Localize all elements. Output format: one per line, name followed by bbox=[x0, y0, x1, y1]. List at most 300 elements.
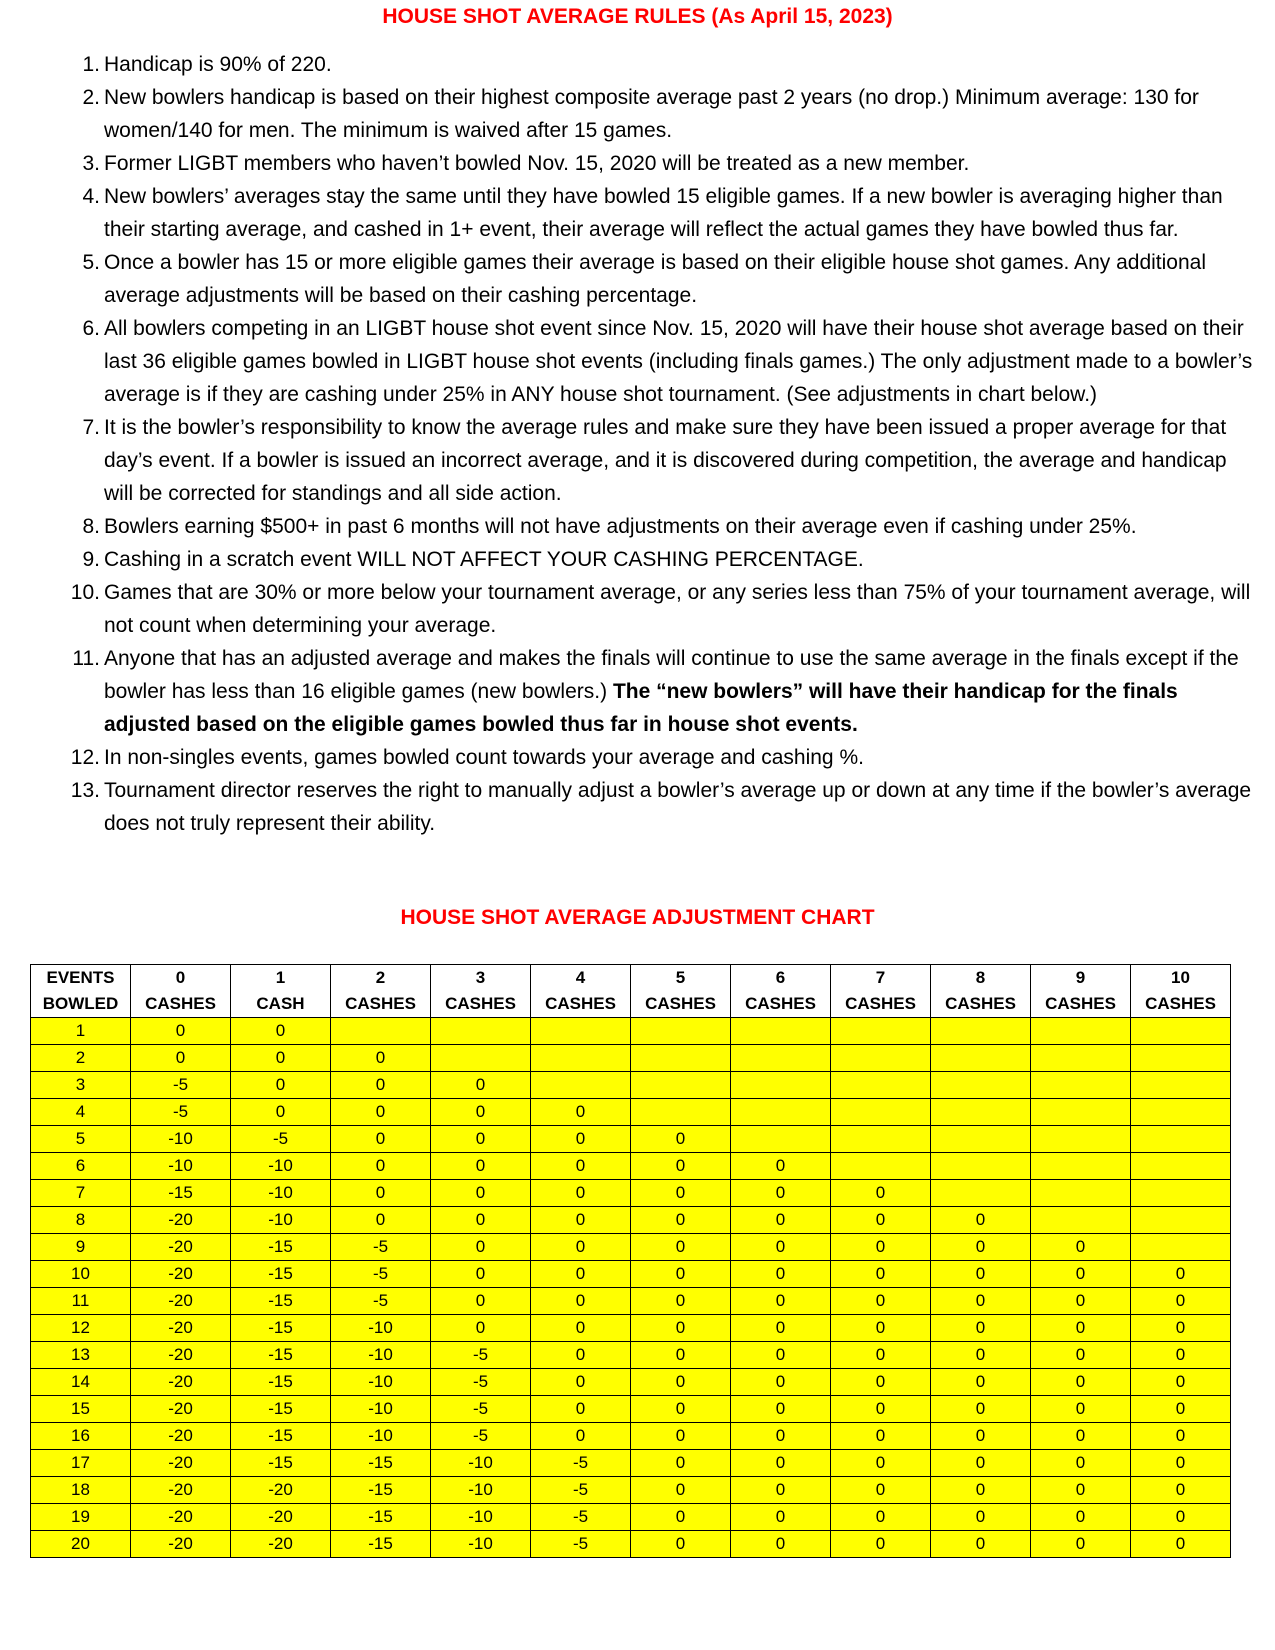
adjustment-cell: 0 bbox=[931, 1477, 1031, 1504]
chart-title: HOUSE SHOT AVERAGE ADJUSTMENT CHART bbox=[400, 906, 875, 929]
adjustment-cell: 0 bbox=[531, 1099, 631, 1126]
column-header: 1 bbox=[231, 965, 331, 992]
rule-number: 7. bbox=[82, 416, 100, 439]
rule-number: 12. bbox=[70, 746, 100, 769]
adjustment-cell bbox=[1031, 1045, 1131, 1072]
adjustment-cell: 0 bbox=[931, 1450, 1031, 1477]
rule-number: 4. bbox=[82, 185, 100, 208]
adjustment-cell: 0 bbox=[531, 1315, 631, 1342]
adjustment-cell: 0 bbox=[331, 1045, 431, 1072]
adjustment-cell: 0 bbox=[231, 1099, 331, 1126]
events-bowled-cell: 13 bbox=[31, 1342, 131, 1369]
rule-number: 1. bbox=[82, 53, 100, 76]
adjustment-cell bbox=[431, 1018, 531, 1045]
adjustment-cell: 0 bbox=[631, 1153, 731, 1180]
adjustment-cell bbox=[1131, 1018, 1231, 1045]
table-header-row bbox=[31, 965, 1231, 992]
adjustment-cell: 0 bbox=[1131, 1288, 1231, 1315]
adjustment-cell: -20 bbox=[131, 1234, 231, 1261]
adjustment-cell: 0 bbox=[331, 1207, 431, 1234]
adjustment-cell: -20 bbox=[131, 1504, 231, 1531]
adjustment-cell bbox=[631, 1045, 731, 1072]
adjustment-cell: 0 bbox=[431, 1288, 531, 1315]
adjustment-cell: 0 bbox=[431, 1234, 531, 1261]
column-header: CASH bbox=[231, 991, 331, 1018]
adjustment-cell: 0 bbox=[731, 1153, 831, 1180]
column-header: CASHES bbox=[131, 991, 231, 1018]
events-bowled-cell: 2 bbox=[31, 1045, 131, 1072]
events-bowled-cell: 3 bbox=[31, 1072, 131, 1099]
column-header: CASHES bbox=[331, 991, 431, 1018]
adjustment-cell: -5 bbox=[531, 1450, 631, 1477]
adjustment-cell: 0 bbox=[931, 1207, 1031, 1234]
table-row bbox=[31, 1342, 1231, 1369]
adjustment-cell: -10 bbox=[431, 1450, 531, 1477]
rule-item bbox=[70, 741, 1254, 774]
adjustment-cell: 0 bbox=[1131, 1504, 1231, 1531]
rule-item bbox=[82, 147, 1254, 180]
events-bowled-cell: 6 bbox=[31, 1153, 131, 1180]
column-header: BOWLED bbox=[31, 991, 131, 1018]
adjustment-cell: 0 bbox=[531, 1288, 631, 1315]
adjustment-cell: -10 bbox=[231, 1207, 331, 1234]
adjustment-cell: 0 bbox=[831, 1234, 931, 1261]
adjustment-cell: 0 bbox=[731, 1342, 831, 1369]
events-bowled-cell: 10 bbox=[31, 1261, 131, 1288]
adjustment-cell: 0 bbox=[631, 1261, 731, 1288]
column-header: 4 bbox=[531, 965, 631, 992]
table-row bbox=[31, 1045, 1231, 1072]
adjustment-cell: 0 bbox=[931, 1369, 1031, 1396]
adjustment-cell bbox=[731, 1072, 831, 1099]
adjustment-cell: 0 bbox=[531, 1234, 631, 1261]
table-row bbox=[31, 1288, 1231, 1315]
table-row bbox=[31, 1477, 1231, 1504]
adjustment-cell: 0 bbox=[531, 1261, 631, 1288]
adjustment-cell: 0 bbox=[731, 1207, 831, 1234]
adjustment-cell bbox=[1031, 1126, 1131, 1153]
adjustment-cell: -15 bbox=[231, 1396, 331, 1423]
adjustment-cell: 0 bbox=[431, 1126, 531, 1153]
adjustment-cell bbox=[1131, 1072, 1231, 1099]
adjustment-cell: 0 bbox=[631, 1477, 731, 1504]
column-header: 10 bbox=[1131, 965, 1231, 992]
events-bowled-cell: 1 bbox=[31, 1018, 131, 1045]
adjustment-cell: -20 bbox=[231, 1504, 331, 1531]
adjustment-cell: 0 bbox=[431, 1261, 531, 1288]
adjustment-cell: -20 bbox=[131, 1207, 231, 1234]
rule-number: 13. bbox=[70, 779, 100, 802]
table-header-row bbox=[31, 991, 1231, 1018]
adjustment-cell: 0 bbox=[631, 1342, 731, 1369]
adjustment-cell: 0 bbox=[731, 1477, 831, 1504]
adjustment-cell: -15 bbox=[331, 1531, 431, 1558]
adjustment-cell: -15 bbox=[231, 1261, 331, 1288]
adjustment-cell: -15 bbox=[331, 1477, 431, 1504]
adjustment-cell bbox=[931, 1126, 1031, 1153]
table-row bbox=[31, 1450, 1231, 1477]
adjustment-cell: 0 bbox=[631, 1234, 731, 1261]
adjustment-cell: 0 bbox=[831, 1180, 931, 1207]
rule-item bbox=[70, 774, 1254, 840]
adjustment-cell: 0 bbox=[731, 1369, 831, 1396]
adjustment-cell: -20 bbox=[131, 1423, 231, 1450]
adjustment-cell: 0 bbox=[431, 1099, 531, 1126]
adjustment-cell bbox=[831, 1045, 931, 1072]
adjustment-cell bbox=[1031, 1072, 1131, 1099]
adjustment-cell: 0 bbox=[831, 1369, 931, 1396]
adjustment-cell: 0 bbox=[831, 1261, 931, 1288]
adjustment-cell: 0 bbox=[931, 1504, 1031, 1531]
adjustment-cell: 0 bbox=[631, 1288, 731, 1315]
page-title: HOUSE SHOT AVERAGE RULES (As April 15, 2023) bbox=[382, 5, 893, 28]
adjustment-cell: 0 bbox=[1031, 1315, 1131, 1342]
adjustment-cell: 0 bbox=[631, 1369, 731, 1396]
table-row bbox=[31, 1369, 1231, 1396]
adjustment-cell: -15 bbox=[231, 1234, 331, 1261]
events-bowled-cell: 4 bbox=[31, 1099, 131, 1126]
adjustment-cell bbox=[731, 1126, 831, 1153]
rule-text: Handicap is 90% of 220. bbox=[104, 53, 332, 76]
adjustment-cell bbox=[1031, 1153, 1131, 1180]
table-row bbox=[31, 1072, 1231, 1099]
adjustment-cell: 0 bbox=[631, 1450, 731, 1477]
adjustment-cell: 0 bbox=[731, 1423, 831, 1450]
adjustment-cell: 0 bbox=[731, 1504, 831, 1531]
adjustment-cell: 0 bbox=[531, 1396, 631, 1423]
adjustment-cell: -15 bbox=[231, 1369, 331, 1396]
adjustment-cell: -10 bbox=[431, 1504, 531, 1531]
adjustment-cell bbox=[731, 1045, 831, 1072]
rule-number: 9. bbox=[82, 548, 100, 571]
adjustment-cell: -20 bbox=[131, 1261, 231, 1288]
adjustment-cell: -5 bbox=[331, 1261, 431, 1288]
adjustment-cell bbox=[731, 1018, 831, 1045]
adjustment-cell: -15 bbox=[231, 1288, 331, 1315]
column-header: 5 bbox=[631, 965, 731, 992]
adjustment-cell: 0 bbox=[831, 1531, 931, 1558]
rule-text: Once a bowler has 15 or more eligible games their average is based on their eligible house shot games. Any additional average adjustments will be based on their cashing percentage. bbox=[104, 251, 1206, 307]
adjustment-cell: 0 bbox=[631, 1207, 731, 1234]
adjustment-cell: 0 bbox=[931, 1261, 1031, 1288]
rule-text: In non-singles events, games bowled count towards your average and cashing %. bbox=[104, 746, 864, 769]
adjustment-cell: -5 bbox=[431, 1396, 531, 1423]
adjustment-cell: 0 bbox=[431, 1207, 531, 1234]
rule-item bbox=[82, 81, 1254, 147]
adjustment-cell bbox=[631, 1018, 731, 1045]
adjustment-cell: 0 bbox=[631, 1423, 731, 1450]
adjustment-cell bbox=[1131, 1234, 1231, 1261]
rule-text: Cashing in a scratch event WILL NOT AFFECT YOUR CASHING PERCENTAGE. bbox=[104, 548, 864, 571]
adjustment-cell: -20 bbox=[131, 1396, 231, 1423]
column-header: 8 bbox=[931, 965, 1031, 992]
adjustment-cell bbox=[531, 1045, 631, 1072]
adjustment-cell: 0 bbox=[631, 1126, 731, 1153]
adjustment-cell: 0 bbox=[831, 1207, 931, 1234]
adjustment-cell: 0 bbox=[231, 1018, 331, 1045]
adjustment-cell: -5 bbox=[131, 1099, 231, 1126]
adjustment-cell: 0 bbox=[531, 1126, 631, 1153]
adjustment-cell bbox=[1131, 1207, 1231, 1234]
adjustment-cell: 0 bbox=[231, 1072, 331, 1099]
adjustment-cell: 0 bbox=[1031, 1288, 1131, 1315]
rule-text: Tournament director reserves the right to manually adjust a bowler’s average up or down at any time if the bowler’s average does not truly represent their ability. bbox=[104, 779, 1252, 835]
rule-text: All bowlers competing in an LIGBT house shot event since Nov. 15, 2020 will have their house shot average based on their last 36 eligible games bowled in LIGBT house shot events (including finals games.) The only adjustment made to a bowler’s average is if they are cashing under 25% in ANY house shot tournament. (See adjustments in chart below.) bbox=[104, 317, 1253, 406]
adjustment-cell bbox=[931, 1180, 1031, 1207]
events-bowled-cell: 17 bbox=[31, 1450, 131, 1477]
events-bowled-cell: 19 bbox=[31, 1504, 131, 1531]
column-header: 9 bbox=[1031, 965, 1131, 992]
adjustment-cell: -20 bbox=[131, 1288, 231, 1315]
adjustment-cell: 0 bbox=[431, 1315, 531, 1342]
events-bowled-cell: 5 bbox=[31, 1126, 131, 1153]
adjustment-cell: 0 bbox=[831, 1315, 931, 1342]
column-header: 0 bbox=[131, 965, 231, 992]
table-row bbox=[31, 1504, 1231, 1531]
table-row bbox=[31, 1099, 1231, 1126]
adjustment-cell: 0 bbox=[631, 1180, 731, 1207]
adjustment-cell: -10 bbox=[431, 1531, 531, 1558]
adjustment-cell: -10 bbox=[331, 1315, 431, 1342]
adjustment-cell: -5 bbox=[331, 1234, 431, 1261]
adjustment-cell bbox=[431, 1045, 531, 1072]
adjustment-cell: 0 bbox=[931, 1531, 1031, 1558]
column-header: 7 bbox=[831, 965, 931, 992]
adjustment-cell: -20 bbox=[131, 1450, 231, 1477]
adjustment-cell bbox=[831, 1153, 931, 1180]
adjustment-cell: 0 bbox=[331, 1153, 431, 1180]
adjustment-cell: 0 bbox=[431, 1180, 531, 1207]
adjustment-table bbox=[30, 964, 1231, 1558]
adjustment-cell: 0 bbox=[831, 1288, 931, 1315]
events-bowled-cell: 20 bbox=[31, 1531, 131, 1558]
adjustment-cell: 0 bbox=[1031, 1504, 1131, 1531]
events-bowled-cell: 16 bbox=[31, 1423, 131, 1450]
adjustment-cell bbox=[831, 1018, 931, 1045]
adjustment-cell: -20 bbox=[131, 1315, 231, 1342]
adjustment-cell: 0 bbox=[431, 1072, 531, 1099]
adjustment-cell: -5 bbox=[231, 1126, 331, 1153]
adjustment-cell bbox=[1031, 1180, 1131, 1207]
adjustment-cell bbox=[1031, 1207, 1131, 1234]
adjustment-cell: -5 bbox=[531, 1531, 631, 1558]
adjustment-cell: 0 bbox=[131, 1045, 231, 1072]
adjustment-cell bbox=[931, 1072, 1031, 1099]
adjustment-cell: 0 bbox=[1131, 1342, 1231, 1369]
adjustment-cell: 0 bbox=[1131, 1261, 1231, 1288]
adjustment-cell: 0 bbox=[1031, 1369, 1131, 1396]
adjustment-cell bbox=[1031, 1018, 1131, 1045]
adjustment-cell: -15 bbox=[331, 1450, 431, 1477]
column-header: CASHES bbox=[931, 991, 1031, 1018]
table-row bbox=[31, 1180, 1231, 1207]
adjustment-cell: 0 bbox=[731, 1288, 831, 1315]
table-row bbox=[31, 1423, 1231, 1450]
adjustment-cell: -5 bbox=[131, 1072, 231, 1099]
rule-number: 6. bbox=[82, 317, 100, 340]
adjustment-cell: 0 bbox=[531, 1423, 631, 1450]
adjustment-cell bbox=[1131, 1180, 1231, 1207]
adjustment-cell: -20 bbox=[131, 1342, 231, 1369]
adjustment-cell: -5 bbox=[531, 1477, 631, 1504]
adjustment-cell: -20 bbox=[231, 1531, 331, 1558]
adjustment-cell: 0 bbox=[331, 1180, 431, 1207]
adjustment-cell: 0 bbox=[531, 1342, 631, 1369]
rule-number: 11. bbox=[72, 647, 100, 670]
adjustment-cell: 0 bbox=[931, 1396, 1031, 1423]
table-row bbox=[31, 1126, 1231, 1153]
adjustment-cell: 0 bbox=[1031, 1477, 1131, 1504]
table-row bbox=[31, 1531, 1231, 1558]
adjustment-cell: 0 bbox=[1131, 1477, 1231, 1504]
adjustment-cell: 0 bbox=[1031, 1531, 1131, 1558]
adjustment-cell: -15 bbox=[231, 1450, 331, 1477]
adjustment-cell bbox=[631, 1072, 731, 1099]
adjustment-cell: 0 bbox=[731, 1180, 831, 1207]
table-row bbox=[31, 1315, 1231, 1342]
adjustment-cell: 0 bbox=[631, 1504, 731, 1531]
column-header: CASHES bbox=[431, 991, 531, 1018]
adjustment-cell: -15 bbox=[131, 1180, 231, 1207]
events-bowled-cell: 18 bbox=[31, 1477, 131, 1504]
column-header: CASHES bbox=[1031, 991, 1131, 1018]
rule-item bbox=[82, 246, 1254, 312]
adjustment-cell: 0 bbox=[1031, 1342, 1131, 1369]
rule-item bbox=[82, 543, 1254, 576]
adjustment-cell bbox=[1131, 1153, 1231, 1180]
adjustment-cell: 0 bbox=[831, 1504, 931, 1531]
adjustment-cell bbox=[531, 1018, 631, 1045]
rule-item bbox=[82, 48, 1254, 81]
adjustment-cell: 0 bbox=[1031, 1234, 1131, 1261]
adjustment-cell: 0 bbox=[931, 1288, 1031, 1315]
events-bowled-cell: 15 bbox=[31, 1396, 131, 1423]
adjustment-cell: 0 bbox=[731, 1261, 831, 1288]
events-bowled-cell: 12 bbox=[31, 1315, 131, 1342]
rules-list bbox=[70, 48, 1254, 840]
adjustment-cell: -10 bbox=[131, 1126, 231, 1153]
adjustment-cell: 0 bbox=[931, 1342, 1031, 1369]
adjustment-cell bbox=[731, 1099, 831, 1126]
adjustment-cell: 0 bbox=[731, 1315, 831, 1342]
adjustment-cell: 0 bbox=[1031, 1450, 1131, 1477]
adjustment-cell: -20 bbox=[131, 1477, 231, 1504]
rule-number: 5. bbox=[82, 251, 100, 274]
adjustment-cell: 0 bbox=[231, 1045, 331, 1072]
rule-text: New bowlers handicap is based on their highest composite average past 2 years (no drop.) Minimum average: 130 for women/140 for men. The minimum is waived after 15 games. bbox=[104, 86, 1199, 142]
table-row bbox=[31, 1018, 1231, 1045]
adjustment-cell bbox=[1131, 1045, 1231, 1072]
column-header: CASHES bbox=[1131, 991, 1231, 1018]
events-bowled-cell: 14 bbox=[31, 1369, 131, 1396]
adjustment-cell: -10 bbox=[331, 1396, 431, 1423]
adjustment-cell: 0 bbox=[1031, 1396, 1131, 1423]
adjustment-cell: 0 bbox=[531, 1369, 631, 1396]
rule-item bbox=[82, 510, 1254, 543]
events-bowled-cell: 7 bbox=[31, 1180, 131, 1207]
rule-number: 10. bbox=[70, 581, 100, 604]
rule-item bbox=[72, 642, 1254, 741]
adjustment-cell: 0 bbox=[1131, 1315, 1231, 1342]
adjustment-cell: 0 bbox=[1131, 1423, 1231, 1450]
adjustment-cell: 0 bbox=[331, 1126, 431, 1153]
adjustment-cell: 0 bbox=[831, 1342, 931, 1369]
rule-bold-text: The “new bowlers” will have their handicap for the finals adjusted based on the eligible games bowled thus far in house shot events. bbox=[104, 680, 1178, 736]
rule-item bbox=[82, 312, 1254, 411]
adjustment-cell: -10 bbox=[431, 1477, 531, 1504]
rule-text: Former LIGBT members who haven’t bowled Nov. 15, 2020 will be treated as a new member. bbox=[104, 152, 970, 175]
column-header: CASHES bbox=[631, 991, 731, 1018]
adjustment-cell: -10 bbox=[231, 1180, 331, 1207]
adjustment-cell: 0 bbox=[931, 1234, 1031, 1261]
rule-number: 8. bbox=[82, 515, 100, 538]
adjustment-cell: 0 bbox=[531, 1180, 631, 1207]
rule-text: It is the bowler’s responsibility to know the average rules and make sure they have been issued a proper average for that day’s event. If a bowler is issued an incorrect average, and it is discovered during competition, the average and handicap will be corrected for standings and all side action. bbox=[104, 416, 1227, 505]
adjustment-cell: -15 bbox=[231, 1342, 331, 1369]
adjustment-cell: 0 bbox=[1131, 1396, 1231, 1423]
table-row bbox=[31, 1261, 1231, 1288]
adjustment-cell: 0 bbox=[1031, 1423, 1131, 1450]
adjustment-cell: 0 bbox=[831, 1450, 931, 1477]
adjustment-cell: 0 bbox=[631, 1315, 731, 1342]
adjustment-cell: 0 bbox=[731, 1531, 831, 1558]
adjustment-cell: -5 bbox=[431, 1369, 531, 1396]
rule-item bbox=[82, 411, 1254, 510]
adjustment-cell: -10 bbox=[331, 1342, 431, 1369]
adjustment-cell: 0 bbox=[331, 1072, 431, 1099]
column-header: CASHES bbox=[831, 991, 931, 1018]
adjustment-cell bbox=[931, 1045, 1031, 1072]
column-header: 2 bbox=[331, 965, 431, 992]
adjustment-cell bbox=[531, 1072, 631, 1099]
column-header: CASHES bbox=[531, 991, 631, 1018]
adjustment-cell: -5 bbox=[431, 1423, 531, 1450]
adjustment-cell: 0 bbox=[931, 1315, 1031, 1342]
rule-item bbox=[82, 180, 1254, 246]
events-bowled-cell: 8 bbox=[31, 1207, 131, 1234]
adjustment-cell: 0 bbox=[531, 1153, 631, 1180]
adjustment-cell: 0 bbox=[731, 1396, 831, 1423]
adjustment-cell: 0 bbox=[631, 1396, 731, 1423]
events-bowled-cell: 11 bbox=[31, 1288, 131, 1315]
rule-number: 3. bbox=[82, 152, 100, 175]
adjustment-cell: -15 bbox=[331, 1504, 431, 1531]
adjustment-cell bbox=[931, 1018, 1031, 1045]
adjustment-cell bbox=[631, 1099, 731, 1126]
table-row bbox=[31, 1153, 1231, 1180]
adjustment-cell: 0 bbox=[1131, 1531, 1231, 1558]
adjustment-cell: -10 bbox=[131, 1153, 231, 1180]
rule-text: Bowlers earning $500+ in past 6 months will not have adjustments on their average even if cashing under 25%. bbox=[104, 515, 1137, 538]
rule-number: 2. bbox=[82, 86, 100, 109]
table-row bbox=[31, 1396, 1231, 1423]
rule-text: Anyone that has an adjusted average and makes the finals will continue to use the same average in the finals except if the bowler has less than 16 eligible games (new bowlers.) bbox=[104, 647, 1239, 703]
adjustment-cell: 0 bbox=[831, 1423, 931, 1450]
adjustment-cell: 0 bbox=[731, 1234, 831, 1261]
adjustment-cell bbox=[831, 1072, 931, 1099]
table-body bbox=[31, 1018, 1231, 1558]
adjustment-cell: 0 bbox=[531, 1207, 631, 1234]
adjustment-cell: 0 bbox=[331, 1099, 431, 1126]
adjustment-cell: 0 bbox=[631, 1531, 731, 1558]
column-header: EVENTS bbox=[31, 965, 131, 992]
adjustment-cell: -15 bbox=[231, 1315, 331, 1342]
adjustment-cell bbox=[831, 1126, 931, 1153]
adjustment-cell: -20 bbox=[131, 1369, 231, 1396]
adjustment-cell: 0 bbox=[1131, 1369, 1231, 1396]
adjustment-cell: 0 bbox=[1031, 1261, 1131, 1288]
events-bowled-cell: 9 bbox=[31, 1234, 131, 1261]
